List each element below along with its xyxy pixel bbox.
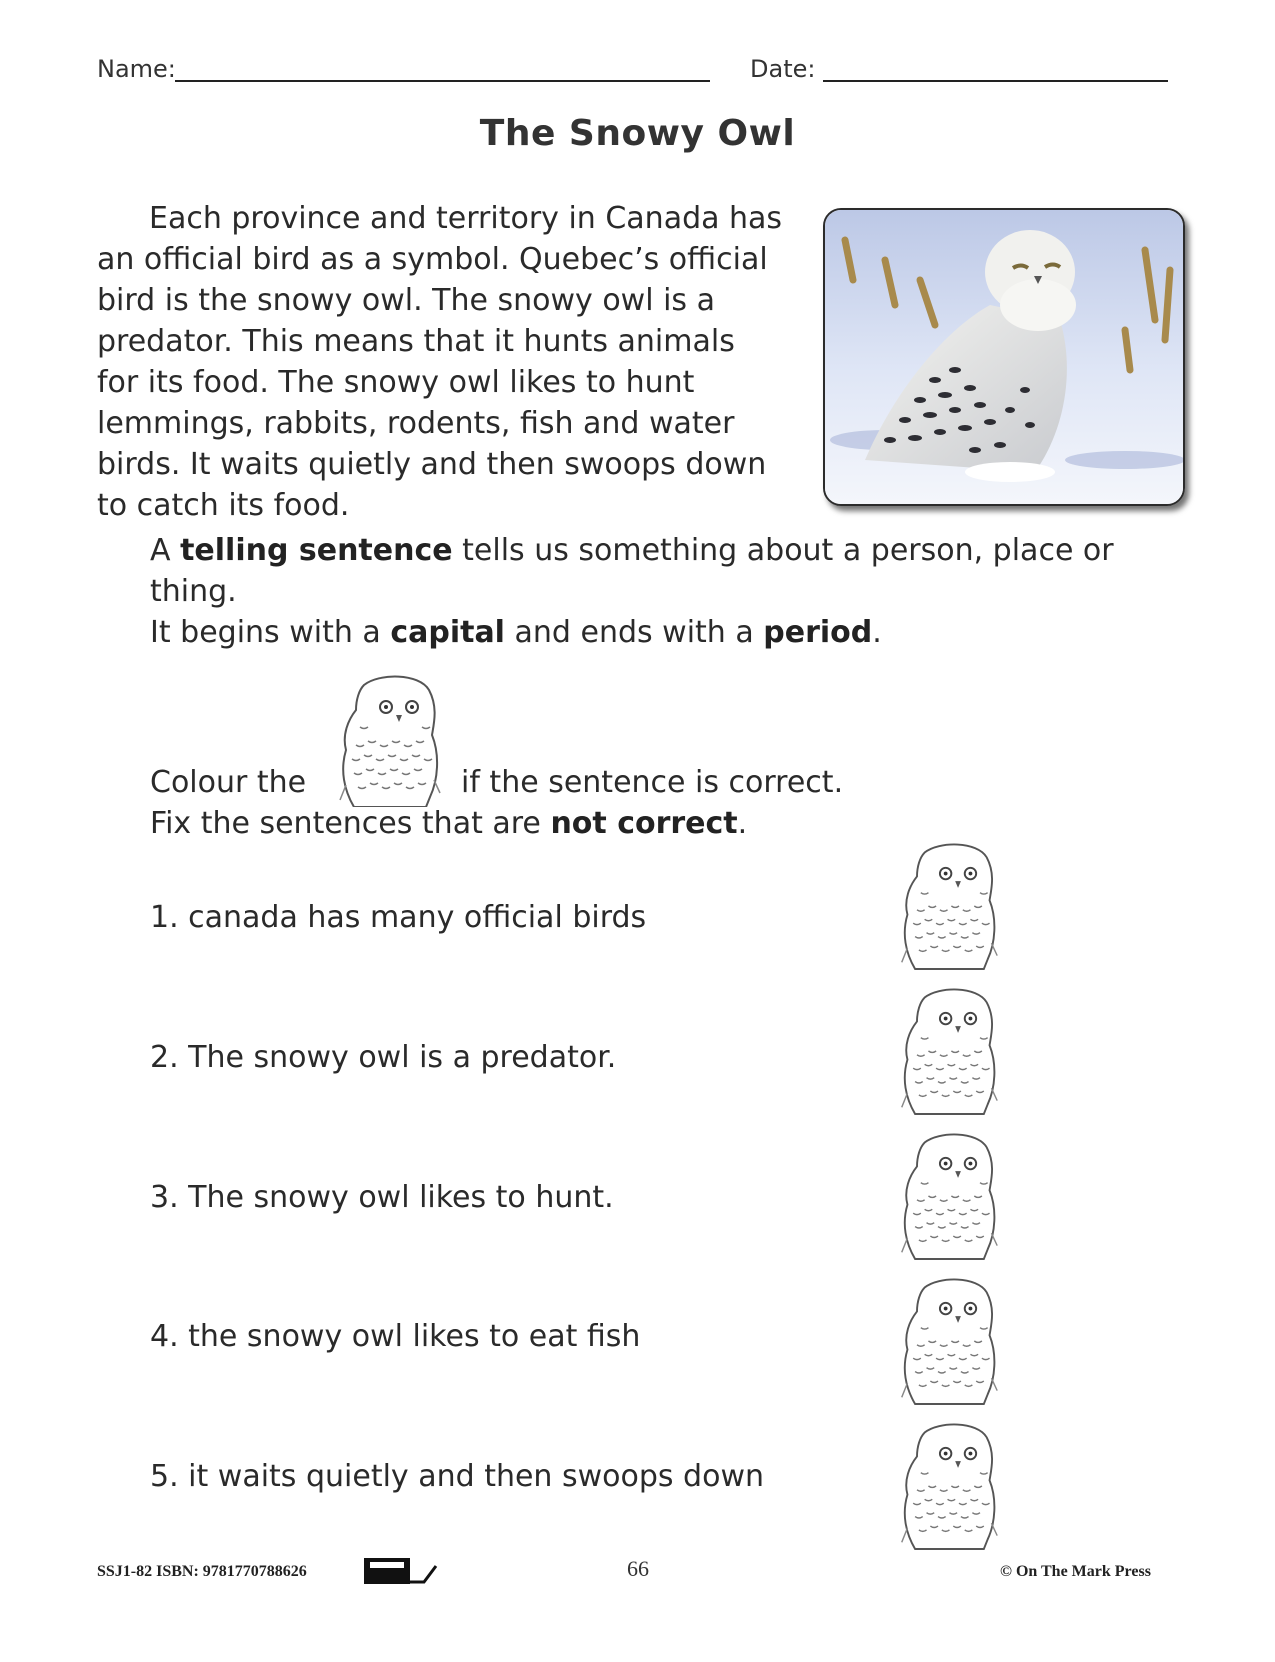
intro-line: bird is the snowy owl. The snowy owl is a — [97, 283, 715, 318]
page-title: The Snowy Owl — [479, 113, 796, 154]
term-telling-sentence: telling sentence — [180, 533, 453, 568]
owl-colouring-icon-5[interactable] — [896, 1420, 1001, 1552]
intro-line: predator. This means that it hunts animals — [97, 324, 735, 359]
date-field-line[interactable] — [823, 80, 1168, 82]
owl-colouring-icon-2[interactable] — [896, 985, 1001, 1117]
intro-paragraph — [97, 198, 817, 526]
rule-line-1: A telling sentence tells us something about a person, place or — [150, 533, 1114, 568]
sentence-2: 2. The snowy owl is a predator. — [150, 1040, 617, 1075]
owl-colouring-icon-4[interactable] — [896, 1275, 1001, 1407]
sentence-5: 5. it waits quietly and then swoops down — [150, 1459, 765, 1494]
rule-line-3: It begins with a capital and ends with a period. — [150, 615, 882, 650]
intro-line: lemmings, rabbits, rodents, fish and water — [97, 406, 735, 441]
page-number: 66 — [627, 1556, 649, 1581]
term-capital: capital — [390, 615, 505, 650]
footer-copyright: © On The Mark Press — [1000, 1563, 1151, 1580]
sentence-4: 4. the snowy owl likes to eat fish — [150, 1319, 641, 1354]
term-period: period — [763, 615, 873, 650]
owl-colouring-icon-1[interactable] — [896, 840, 1001, 972]
owl-colouring-icon-3[interactable] — [896, 1130, 1001, 1262]
snowy-owl-photo — [823, 208, 1185, 506]
name-label: Name: — [97, 55, 176, 83]
fix-instruction: Fix the sentences that are not correct. — [150, 806, 748, 841]
intro-line: for its food. The snowy owl likes to hunt — [97, 365, 695, 400]
colour-instruction-a: Colour the — [150, 765, 307, 800]
name-field-line[interactable] — [175, 80, 710, 82]
rule-block — [150, 530, 1200, 653]
intro-line: birds. It waits quietly and then swoops down — [97, 447, 767, 482]
owl-outline-icon — [334, 675, 444, 807]
colour-instruction-b: if the sentence is correct. — [461, 765, 844, 800]
publisher-logo-icon — [362, 1552, 438, 1592]
intro-line: Each province and territory in Canada has — [149, 201, 783, 236]
intro-line: to catch its food. — [97, 488, 350, 523]
rule-line-2: thing. — [150, 574, 237, 609]
sentence-3: 3. The snowy owl likes to hunt. — [150, 1180, 614, 1215]
date-label: Date: — [750, 55, 816, 83]
footer-isbn: SSJ1-82 ISBN: 9781770788626 — [97, 1563, 307, 1580]
intro-line: an official bird as a symbol. Quebec’s official — [97, 242, 768, 277]
sentence-1: 1. canada has many official birds — [150, 900, 647, 935]
